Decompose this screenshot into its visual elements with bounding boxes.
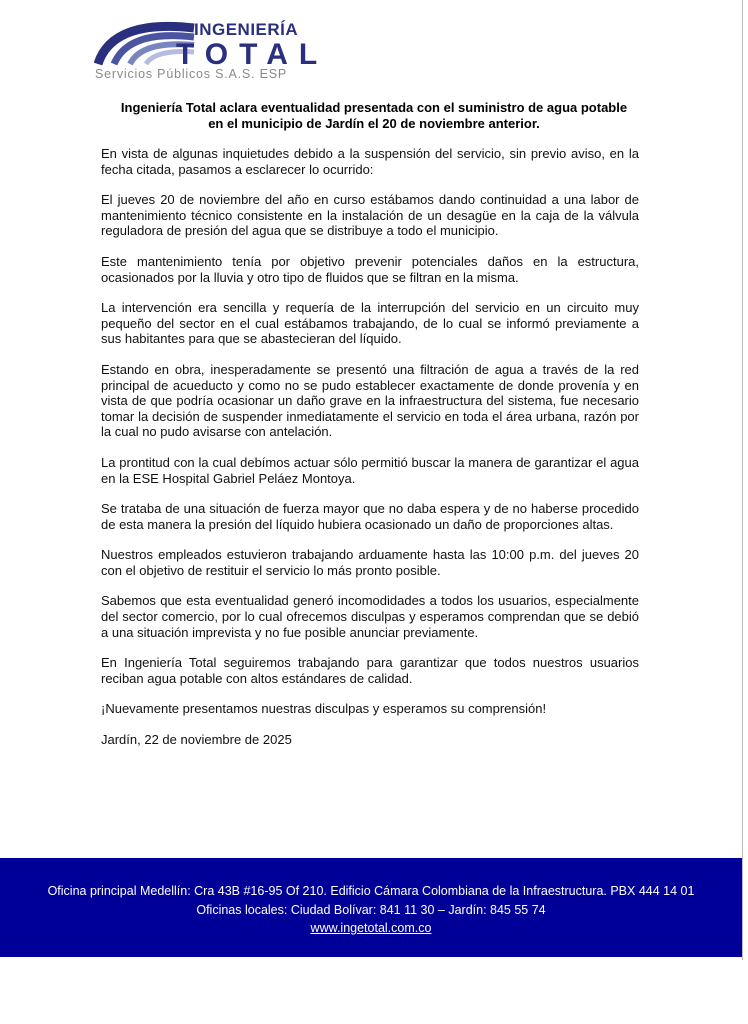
paragraph: La intervención era sencilla y requería de la interrupción del servicio en un circuito muy pequeño del sector en el cual estábamos trabajando, de lo cual se informó previamente a sus habitantes para que se abastecieran del líquido. xyxy=(101,300,639,347)
paragraph: Nuestros empleados estuvieron trabajando arduamente hasta las 10:00 p.m. del jueves 20 con el objetivo de restituir el servicio lo más pronto posible. xyxy=(101,547,639,578)
footer-main-office: Oficina principal Medellín: Cra 43B #16-95 Of 210. Edificio Cámara Colombiana de la Infraestructura. PBX 444 14 01 xyxy=(47,884,695,898)
paragraph: Este mantenimiento tenía por objetivo prevenir potenciales daños en la estructura, ocasionados por la lluvia y otro tipo de fluidos que se filtran en la misma. xyxy=(101,253,639,285)
paragraph: La prontitud con la cual debímos actuar sólo permitió buscar la manera de garantizar el agua en la ESE Hospital Gabriel Peláez Montoya. xyxy=(101,454,639,486)
paragraph: En vista de algunas inquietudes debido a la suspensión del servicio, sin previo aviso, en la fecha citada, pasamos a esclarecer lo ocurrido: xyxy=(101,146,639,177)
website-link[interactable]: www.ingetotal.com.co xyxy=(310,921,432,935)
document-body xyxy=(101,146,639,763)
company-logo xyxy=(94,18,329,84)
title-line-1: Ingeniería Total aclara eventualidad presentada con el suministro de agua potable xyxy=(120,100,628,115)
date-line: Jardín, 22 de noviembre de 2025 xyxy=(101,732,292,748)
title-line-2: en el municipio de Jardín el 20 de noviembre anterior. xyxy=(208,116,540,131)
logo-text-ingenieria: INGENIERÍA xyxy=(194,20,299,39)
document-title xyxy=(80,100,668,132)
paragraph: Sabemos que esta eventualidad generó incomodidades a todos los usuarios, especialmente del sector comercio, por lo cual ofrecemos disculpas y esperamos comprendan que se debió a una situación imprevista y no fue posible anunciar previamente. xyxy=(101,593,639,640)
paragraph: ¡Nuevamente presentamos nuestras disculpas y esperamos su comprensión! xyxy=(101,701,547,717)
footer-local-offices: Oficinas locales: Ciudad Bolívar: 841 11 30 – Jardín: 845 55 74 xyxy=(196,902,546,917)
logo-text-total: TOTAL xyxy=(176,38,329,71)
paragraph: Se trataba de una situación de fuerza mayor que no daba espera y de no haberse procedido de esta manera la presión del líquido hubiera ocasionado un daño de proporciones altas. xyxy=(101,501,639,532)
paragraph: El jueves 20 de noviembre del año en curso estábamos dando continuidad a una labor de mantenimiento técnico consistente en la instalación de un desagüe en la caja de la válvula reguladora de presión del agua que se distribuye a todo el municipio. xyxy=(101,192,639,239)
paragraph: Estando en obra, inesperadamente se presentó una filtración de agua a través de la red principal de acueducto y como no se pudo establecer exactamente de donde provenía y en vista de que podría ocasionar un daño grave en la infraestructura del sistema, fue necesario tomar la decisión de suspender inmediatamente el servicio en toda el área urbana, razón por la cual no pudo avisarse con antelación. xyxy=(101,361,639,440)
paragraph: En Ingeniería Total seguiremos trabajando para garantizar que todos nuestros usuarios reciban agua potable con altos estándares de calidad. xyxy=(101,655,639,686)
logo-subtitle: Servicios Públicos S.A.S. ESP xyxy=(95,67,288,81)
page-edge xyxy=(742,0,743,960)
footer xyxy=(0,858,742,957)
